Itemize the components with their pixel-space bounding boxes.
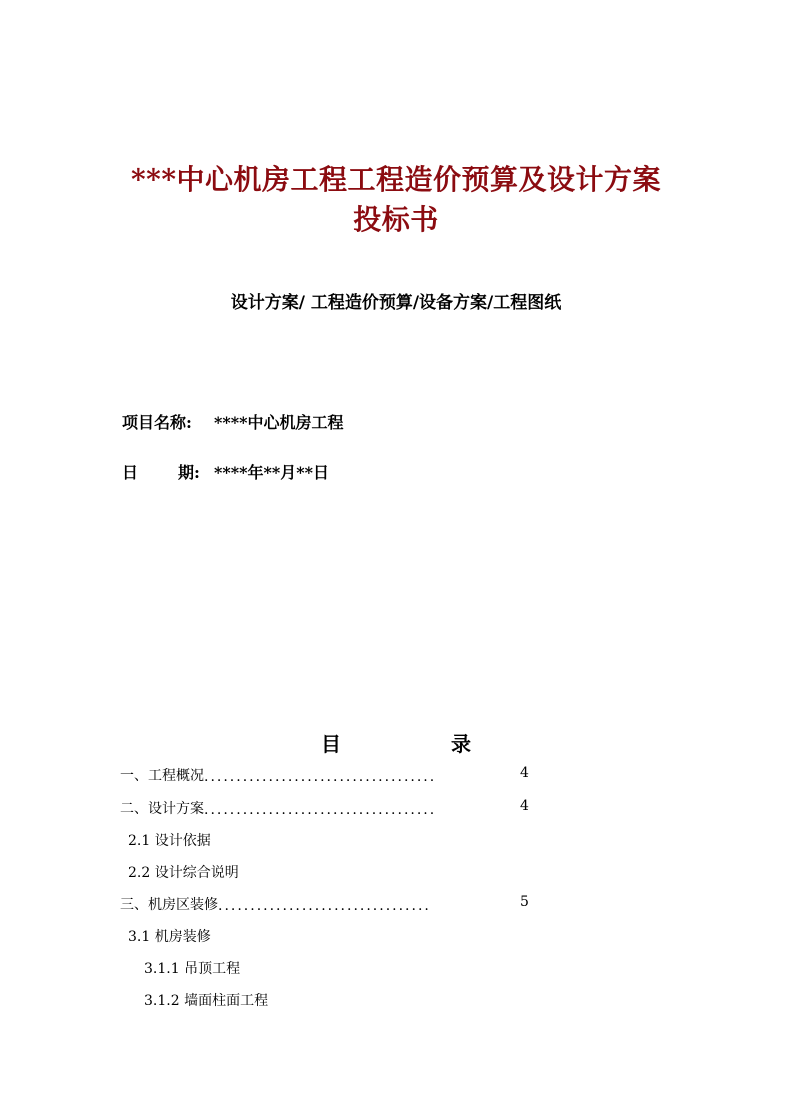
toc-title-char2: 录 bbox=[451, 732, 471, 756]
document-subtitle: 设计方案/ 工程造价预算/设备方案/工程图纸 bbox=[230, 293, 562, 313]
toc-title bbox=[0, 728, 792, 757]
toc-leader-dots: .................................... bbox=[204, 769, 437, 785]
toc-entry-text: 2.1 设计依据 bbox=[128, 833, 211, 849]
toc-entry-text: 2.2 设计综合说明 bbox=[128, 865, 239, 881]
toc-entry-page: 4 bbox=[520, 798, 529, 814]
toc-entry[interactable] bbox=[144, 990, 268, 1010]
toc-entry-text: 3.1 机房装修 bbox=[128, 929, 211, 945]
toc-entry[interactable] bbox=[128, 830, 211, 850]
toc-entry-text: 3.1.2 墙面柱面工程 bbox=[144, 993, 269, 1009]
toc-leader-dots: .................................... bbox=[204, 802, 437, 818]
date-label-char2: 期: bbox=[178, 463, 200, 482]
toc-entry[interactable] bbox=[120, 798, 529, 818]
project-name-label: 项目名称: bbox=[122, 413, 192, 432]
date-label-char1: 日 bbox=[122, 463, 139, 482]
toc-entry-text: 二、设计方案 bbox=[120, 801, 204, 817]
toc-title-char1: 目 bbox=[321, 732, 341, 756]
document-title-line1: ***中心机房工程工程造价预算及设计方案 bbox=[131, 163, 661, 196]
toc-entry[interactable] bbox=[144, 958, 240, 978]
document-title-line2: 投标书 bbox=[353, 203, 439, 236]
toc-entry[interactable] bbox=[128, 926, 211, 946]
date-label bbox=[122, 460, 214, 483]
toc-entry-text: 3.1.1 吊顶工程 bbox=[144, 961, 241, 977]
project-name-row bbox=[122, 410, 343, 433]
date-row bbox=[122, 460, 329, 483]
toc-entry[interactable] bbox=[128, 862, 239, 882]
toc-entry-text: 三、机房区装修 bbox=[120, 897, 218, 913]
toc-entry[interactable] bbox=[120, 765, 529, 785]
project-name-value: ****中心机房工程 bbox=[214, 413, 344, 432]
toc-entry-page: 4 bbox=[520, 765, 529, 781]
date-value: ****年**月**日 bbox=[214, 463, 329, 482]
toc-entry-text: 一、工程概况 bbox=[120, 768, 204, 784]
toc-entry[interactable] bbox=[120, 894, 529, 914]
toc-entry-page: 5 bbox=[520, 894, 529, 910]
toc-leader-dots: ................................. bbox=[218, 898, 431, 914]
